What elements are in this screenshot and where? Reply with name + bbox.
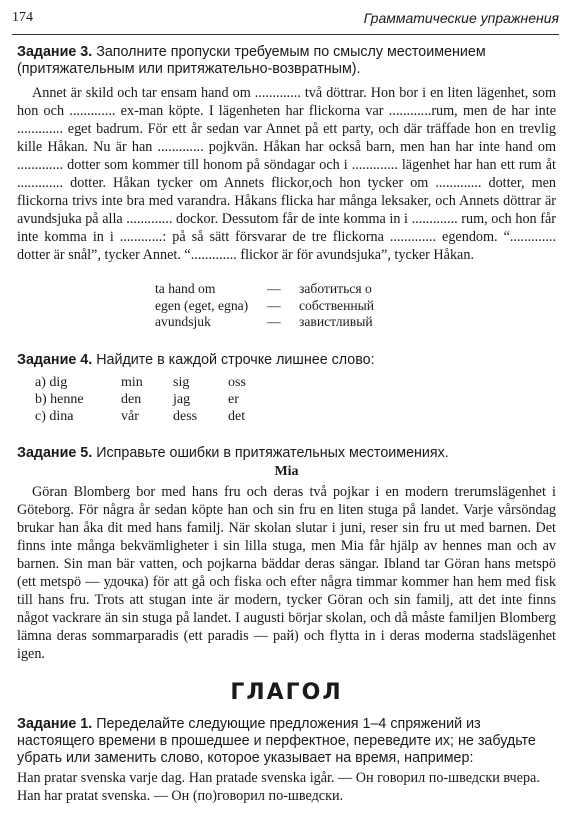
task5-instruction	[17, 445, 556, 462]
header-rule	[12, 34, 559, 35]
vocab-dash: —	[267, 281, 281, 296]
word-cell: b) henne	[35, 392, 84, 407]
task3-passage	[17, 84, 556, 264]
word-cell: jag	[173, 392, 191, 407]
word-cell: a) dig	[35, 375, 68, 390]
page-header	[12, 6, 559, 28]
task5-passage-text: Göran Blomberg bor med hans fru och deras två pojkar i en modern trerumslägenhet i Göteborg. För några år sedan köpte han och sin fru en liten stuga på landet. Varje vårsöndag brukar han åka dit med hans familj. När skolan slutar i juni, reser sin fru ut med barnen. Det finns inte många bekvämligheter i sin lilla stuga, men Mia får hjälp av hennes man och av barnen. Sin man bär vatten, och pojkarna bäddar deras sängar. Ibland tar Göran hans metspö (ett metspö — удочка) för att gå och fiska och efter några timmar kommer han hem med fisk till hans fru. Trots att stugan inte är modern, tycker Göran och sin familj, att det inte finns något vackrare än sin stuga på landet. I augusti börjar skolan, och då måste familjen Blomberg lämna deras sommarparadis (ett paradis — рай) och flytta in i deras moderna stadslägenhet igen.	[17, 484, 556, 662]
word-cell: er	[228, 392, 239, 407]
task3-label: Задание 3.	[17, 44, 93, 60]
story-title: Mia	[274, 464, 299, 479]
word-cell: sig	[173, 375, 190, 390]
verb-task1-example	[17, 769, 556, 805]
task3-passage-text: Annet är skild och tar ensam hand om ............. två döttrar. Hon bor i en liten lägenhet, som hon och ............. ex-man köpte. I lägenheten har flickorna var ............rum, men de har inte ............. eget badrum. För ett år sedan var Annet på ett party, och där träffade hon en trevlig kille Håkan. Nu är han ............. pojkvän. Håkan har också barn, men han har inte hand om ............. dotter som kommer till honom på söndagar och i ............. lägenhet har han ett rum åt ............. dotter. Håkan tycker om Annets flickor,och hon tycker om ............. dotter, men flickorna trivs inte bra med varandra. Håkans flicka har många leksaker, och Annets döttrar är avundsjuka på alla ............. dockor. Dessutom får de inte komma in i ............. rum, och hon får inte komma in i ............: på så sätt försvarar de tre flickorna ............. egendom. “............. dotter är snål”, tycker Annet. “............. flickor är för avundsjuka”, tycker Håkan.	[17, 85, 556, 263]
word-cell: dess	[173, 409, 198, 424]
word-cell: oss	[228, 375, 246, 390]
word-cell: den	[121, 392, 142, 407]
vocab-dash: —	[267, 314, 281, 329]
vocab-word: egen (eget, egna)	[155, 297, 249, 313]
running-title: Грамматические упражнения	[363, 10, 559, 26]
page-number: 174	[12, 10, 33, 25]
word-row	[35, 391, 288, 408]
task4-word-grid	[35, 374, 288, 425]
vocab-word: avundsjuk	[155, 314, 211, 329]
verb-task1-label: Задание 1.	[17, 716, 93, 732]
word-cell: min	[121, 375, 143, 390]
vocab-meaning: собственный	[299, 297, 375, 313]
word-cell: det	[228, 409, 246, 424]
task4-text: Найдите в каждой строчке лишнее слово:	[96, 352, 375, 368]
vocab-meaning: завистливый	[299, 314, 373, 329]
task5-passage	[17, 483, 556, 663]
vocab-dash: —	[267, 297, 281, 313]
word-row	[35, 408, 288, 425]
vocab-row	[155, 298, 374, 315]
word-row	[35, 374, 288, 391]
task3-instruction	[17, 44, 556, 78]
verb-task1-text: Переделайте следующие предложения 1–4 спряжений из настоящего времени в прошедшее и перфектное, переведите их; не забудьте убрать или заменить слово, которое указывает на время, например:	[17, 716, 536, 766]
word-cell: vår	[121, 409, 139, 424]
verb-task1-instruction	[17, 716, 556, 767]
task3-vocabulary	[155, 281, 374, 331]
chapter-heading: ГЛАГОЛ	[230, 680, 343, 705]
task4-label: Задание 4.	[17, 352, 93, 368]
task3-text: Заполните пропуски требуемым по смыслу местоимением (притяжательным или притяжательно-возвратным).	[17, 44, 486, 77]
task4-instruction	[17, 352, 556, 369]
vocab-row	[155, 314, 374, 331]
vocab-word: ta hand om	[155, 281, 216, 296]
task5-text: Исправьте ошибки в притяжательных местоимениях.	[96, 445, 449, 461]
example-line: Han har pratat svenska. — Он (по)говорил по-шведски.	[17, 788, 344, 804]
example-line: Han pratar svenska varje dag. Han pratade svenska igår. — Он говорил по-шведски вчера.	[17, 770, 540, 786]
vocab-row	[155, 281, 374, 298]
task5-label: Задание 5.	[17, 445, 93, 461]
word-cell: c) dina	[35, 409, 74, 424]
vocab-meaning: заботиться о	[299, 281, 372, 296]
